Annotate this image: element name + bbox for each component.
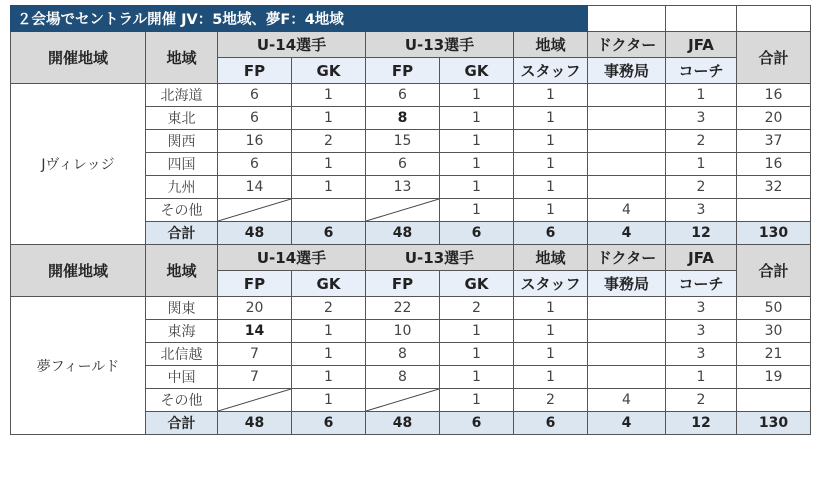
total-cell: 19 bbox=[737, 366, 811, 389]
area-cell: 四国 bbox=[146, 153, 218, 176]
total-cell: 20 bbox=[737, 107, 811, 130]
u14-gk-cell: 2 bbox=[292, 297, 366, 320]
allocation-table bbox=[10, 5, 811, 435]
jfa-cell: 3 bbox=[666, 320, 737, 343]
total-cell: 37 bbox=[737, 130, 811, 153]
allocation-table-wrapper bbox=[10, 5, 811, 435]
staff-cell: 1 bbox=[514, 130, 588, 153]
u14-gk-cell: 1 bbox=[292, 84, 366, 107]
total-cell: 50 bbox=[737, 297, 811, 320]
header-u14-gk: GK bbox=[292, 58, 366, 84]
u14-fp-total: 48 bbox=[218, 222, 292, 245]
header-u14-fp: FP bbox=[218, 271, 292, 297]
area-cell: その他 bbox=[146, 389, 218, 412]
staff-cell: 1 bbox=[514, 343, 588, 366]
header-u13-gk: GK bbox=[440, 271, 514, 297]
u14-gk-cell: 1 bbox=[292, 343, 366, 366]
title-blank-cell bbox=[666, 6, 737, 32]
jfa-cell: 2 bbox=[666, 389, 737, 412]
area-cell: 北信越 bbox=[146, 343, 218, 366]
header-jfa-bottom: コーチ bbox=[666, 58, 737, 84]
table-title: ２会場でセントラル開催 JV：5地域、夢F：4地域 bbox=[11, 6, 588, 32]
grand-total: 130 bbox=[737, 222, 811, 245]
area-cell: 東北 bbox=[146, 107, 218, 130]
header-total: 合計 bbox=[737, 245, 811, 297]
staff-cell: 1 bbox=[514, 297, 588, 320]
u13-fp-cell: 8 bbox=[366, 343, 440, 366]
header-doctor-top: ドクター bbox=[588, 245, 666, 271]
totals-label: 合計 bbox=[146, 412, 218, 435]
staff-cell: 1 bbox=[514, 320, 588, 343]
u13-gk-cell: 1 bbox=[440, 199, 514, 222]
u14-fp-cell: 6 bbox=[218, 107, 292, 130]
doctor-cell bbox=[588, 176, 666, 199]
u13-fp-cell: 6 bbox=[366, 153, 440, 176]
doctor-cell bbox=[588, 366, 666, 389]
table-row bbox=[11, 84, 811, 107]
doctor-cell bbox=[588, 84, 666, 107]
u14-gk-cell: 1 bbox=[292, 107, 366, 130]
header-u13-gk: GK bbox=[440, 58, 514, 84]
staff-cell: 1 bbox=[514, 84, 588, 107]
title-blank-cell bbox=[737, 6, 811, 32]
doctor-total: 4 bbox=[588, 222, 666, 245]
u13-gk-cell: 1 bbox=[440, 343, 514, 366]
area-cell: 中国 bbox=[146, 366, 218, 389]
u14-fp-cell: 20 bbox=[218, 297, 292, 320]
u13-fp-cell: 13 bbox=[366, 176, 440, 199]
u13-fp-cell: 22 bbox=[366, 297, 440, 320]
u13-fp-total: 48 bbox=[366, 412, 440, 435]
area-cell: 北海道 bbox=[146, 84, 218, 107]
doctor-cell: 4 bbox=[588, 389, 666, 412]
u13-fp-cell: 10 bbox=[366, 320, 440, 343]
u13-gk-cell: 1 bbox=[440, 389, 514, 412]
header-total: 合計 bbox=[737, 32, 811, 84]
u13-fp-cell: 8 bbox=[366, 107, 440, 130]
header-jfa-top: JFA bbox=[666, 245, 737, 271]
area-cell: 九州 bbox=[146, 176, 218, 199]
u13-gk-cell: 1 bbox=[440, 153, 514, 176]
header-staff-bottom: スタッフ bbox=[514, 58, 588, 84]
header-u14-fp: FP bbox=[218, 58, 292, 84]
staff-cell: 1 bbox=[514, 199, 588, 222]
u14-fp-total: 48 bbox=[218, 412, 292, 435]
u14-gk-total: 6 bbox=[292, 222, 366, 245]
staff-cell: 1 bbox=[514, 366, 588, 389]
total-cell bbox=[737, 199, 811, 222]
jfa-cell: 2 bbox=[666, 130, 737, 153]
doctor-cell bbox=[588, 343, 666, 366]
header-u14: U-14選手 bbox=[218, 245, 366, 271]
area-cell: その他 bbox=[146, 199, 218, 222]
header-jfa-bottom: コーチ bbox=[666, 271, 737, 297]
u13-gk-total: 6 bbox=[440, 222, 514, 245]
header-doctor-bottom: 事務局 bbox=[588, 271, 666, 297]
u14-fp-cell: 7 bbox=[218, 366, 292, 389]
jfa-cell: 2 bbox=[666, 176, 737, 199]
doctor-total: 4 bbox=[588, 412, 666, 435]
header-doctor-bottom: 事務局 bbox=[588, 58, 666, 84]
u14-fp-cell: 7 bbox=[218, 343, 292, 366]
total-cell: 21 bbox=[737, 343, 811, 366]
venue-name: 夢フィールド bbox=[11, 297, 146, 435]
diagonal-slash-cell bbox=[218, 199, 292, 222]
u14-gk-cell: 2 bbox=[292, 130, 366, 153]
total-cell: 30 bbox=[737, 320, 811, 343]
u13-fp-total: 48 bbox=[366, 222, 440, 245]
jfa-cell: 1 bbox=[666, 153, 737, 176]
staff-cell: 1 bbox=[514, 107, 588, 130]
u14-fp-cell: 14 bbox=[218, 320, 292, 343]
total-cell: 32 bbox=[737, 176, 811, 199]
doctor-cell bbox=[588, 297, 666, 320]
totals-label: 合計 bbox=[146, 222, 218, 245]
area-cell: 関東 bbox=[146, 297, 218, 320]
u14-fp-cell: 16 bbox=[218, 130, 292, 153]
staff-total: 6 bbox=[514, 412, 588, 435]
doctor-cell bbox=[588, 153, 666, 176]
u13-gk-cell: 1 bbox=[440, 130, 514, 153]
u13-gk-cell: 1 bbox=[440, 84, 514, 107]
jfa-cell: 3 bbox=[666, 297, 737, 320]
title-blank-cell bbox=[588, 6, 666, 32]
u14-gk-cell: 1 bbox=[292, 176, 366, 199]
venue-name: Jヴィレッジ bbox=[11, 84, 146, 245]
u14-fp-cell: 14 bbox=[218, 176, 292, 199]
u13-fp-cell: 8 bbox=[366, 366, 440, 389]
header-u13: U-13選手 bbox=[366, 32, 514, 58]
u13-fp-cell: 6 bbox=[366, 84, 440, 107]
diagonal-slash-cell bbox=[366, 389, 440, 412]
header-area: 地域 bbox=[146, 245, 218, 297]
diagonal-slash-cell bbox=[218, 389, 292, 412]
jfa-total: 12 bbox=[666, 222, 737, 245]
total-cell: 16 bbox=[737, 153, 811, 176]
u14-gk-cell: 1 bbox=[292, 389, 366, 412]
jfa-cell: 1 bbox=[666, 84, 737, 107]
u14-gk-cell: 1 bbox=[292, 153, 366, 176]
total-cell bbox=[737, 389, 811, 412]
staff-total: 6 bbox=[514, 222, 588, 245]
header-jfa-top: JFA bbox=[666, 32, 737, 58]
header-region: 開催地域 bbox=[11, 245, 146, 297]
jfa-cell: 3 bbox=[666, 199, 737, 222]
header-u13-fp: FP bbox=[366, 271, 440, 297]
u14-gk-cell: 1 bbox=[292, 320, 366, 343]
header-u14-gk: GK bbox=[292, 271, 366, 297]
staff-cell: 1 bbox=[514, 153, 588, 176]
u13-gk-cell: 1 bbox=[440, 176, 514, 199]
u14-gk-total: 6 bbox=[292, 412, 366, 435]
header-doctor-top: ドクター bbox=[588, 32, 666, 58]
u13-fp-cell: 15 bbox=[366, 130, 440, 153]
u13-gk-cell: 2 bbox=[440, 297, 514, 320]
grand-total: 130 bbox=[737, 412, 811, 435]
header-u13: U-13選手 bbox=[366, 245, 514, 271]
doctor-cell: 4 bbox=[588, 199, 666, 222]
u14-fp-cell: 6 bbox=[218, 84, 292, 107]
header-staff-top: 地域 bbox=[514, 32, 588, 58]
doctor-cell bbox=[588, 320, 666, 343]
total-cell: 16 bbox=[737, 84, 811, 107]
staff-cell: 1 bbox=[514, 176, 588, 199]
u14-gk-cell bbox=[292, 199, 366, 222]
area-cell: 関西 bbox=[146, 130, 218, 153]
u13-gk-cell: 1 bbox=[440, 320, 514, 343]
header-staff-bottom: スタッフ bbox=[514, 271, 588, 297]
u14-gk-cell: 1 bbox=[292, 366, 366, 389]
jfa-cell: 1 bbox=[666, 366, 737, 389]
header-u13-fp: FP bbox=[366, 58, 440, 84]
header-area: 地域 bbox=[146, 32, 218, 84]
area-cell: 東海 bbox=[146, 320, 218, 343]
header-staff-top: 地域 bbox=[514, 245, 588, 271]
jfa-cell: 3 bbox=[666, 343, 737, 366]
u14-fp-cell: 6 bbox=[218, 153, 292, 176]
header-region: 開催地域 bbox=[11, 32, 146, 84]
u13-gk-total: 6 bbox=[440, 412, 514, 435]
diagonal-slash-cell bbox=[366, 199, 440, 222]
u13-gk-cell: 1 bbox=[440, 366, 514, 389]
doctor-cell bbox=[588, 107, 666, 130]
table-row bbox=[11, 297, 811, 320]
u13-gk-cell: 1 bbox=[440, 107, 514, 130]
jfa-cell: 3 bbox=[666, 107, 737, 130]
header-u14: U-14選手 bbox=[218, 32, 366, 58]
staff-cell: 2 bbox=[514, 389, 588, 412]
doctor-cell bbox=[588, 130, 666, 153]
jfa-total: 12 bbox=[666, 412, 737, 435]
